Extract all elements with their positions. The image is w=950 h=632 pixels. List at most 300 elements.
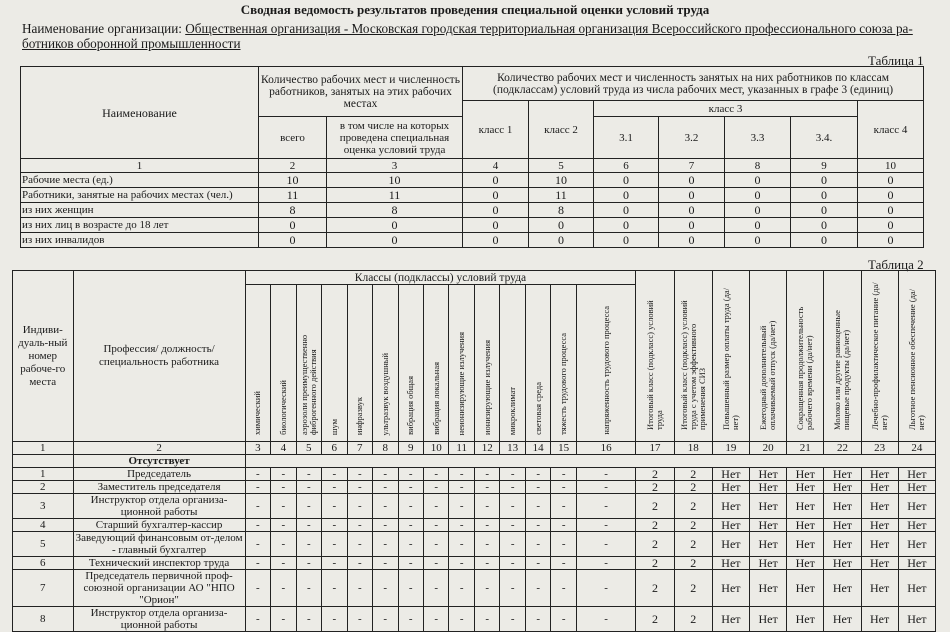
t2-factor-value: - [245,494,270,519]
t2-factor-header: световая среда [525,285,550,442]
t2-factor-value: - [474,607,499,632]
t2-factor-value: - [551,607,576,632]
t2-colnum: 12 [474,442,499,455]
t2-colnum: 14 [525,442,550,455]
t1-cell: 0 [725,218,791,233]
t2-colnum: 13 [500,442,525,455]
t2-header-extra-1: Ежегодный дополнительный оплачиваемый отпуск (да/нет) [750,271,787,442]
page-title: Сводная ведомость результатов проведения специальной оценки условий труда [240,2,710,17]
t1-column-numbers [21,159,924,173]
t2-factor-value: - [398,607,423,632]
t2-factor-value: - [296,532,321,557]
t2-factor-header: напряженность трудового процесса [576,285,635,442]
t2-extra-value: Нет [861,519,898,532]
t2-extra-value: Нет [824,494,861,519]
t1-header-3-3: 3.3 [725,117,791,159]
t2-row [13,494,936,519]
workplaces-table [12,270,936,632]
t2-factor-value: - [245,468,270,481]
t2-factor-value: - [551,532,576,557]
t1-row-label: Работники, занятые на рабочих местах (чел.) [21,188,259,203]
t2-header-extra-3: Молоко или другие равноценные пищевые продукты (да/нет) [824,271,861,442]
t2-extra-value: Нет [824,468,861,481]
t2-factor-value: - [373,468,398,481]
t2-factor-header: шум [322,285,347,442]
t2-factor-value: - [245,607,270,632]
t2-factor-value: - [296,468,321,481]
t1-cell: 0 [594,218,659,233]
t2-factor-value: - [525,481,550,494]
t2-extra-value: Нет [750,519,787,532]
t2-row-num: 5 [13,532,74,557]
t2-extra-value: Нет [898,607,935,632]
t1-cell: 10 [529,173,594,188]
t2-extra-value: Нет [824,519,861,532]
t2-extra-value: Нет [824,532,861,557]
t1-cell: 0 [259,233,327,248]
t2-row-num: 7 [13,570,74,607]
t2-colnum: 22 [824,442,861,455]
t2-row-num: 6 [13,557,74,570]
t2-factor-value: - [525,607,550,632]
t2-factor-value: - [347,607,372,632]
t1-header-3-1: 3.1 [594,117,659,159]
t1-cell: 0 [594,188,659,203]
t1-header-3-2: 3.2 [659,117,725,159]
t1-cell: 0 [791,203,858,218]
t2-colnum: 10 [423,442,448,455]
t2-extra-value: Нет [787,494,824,519]
t2-factor-value: - [322,557,347,570]
t2-factor-value: - [347,468,372,481]
t2-final-class: 2 [636,481,674,494]
t2-extra-value: Нет [898,557,935,570]
t2-factor-value: - [474,532,499,557]
t1-cell: 8 [259,203,327,218]
t1-cell: 8 [327,203,463,218]
t2-row-num: 2 [13,481,74,494]
t2-final-class: 2 [636,570,674,607]
t2-factor-value: - [576,494,635,519]
t2-colnum: 17 [636,442,674,455]
t2-extra-value: Нет [824,557,861,570]
t2-extra-value: Нет [861,468,898,481]
t2-colnum: 5 [296,442,321,455]
t1-row-label: из них лиц в возрасте до 18 лет [21,218,259,233]
t2-absent-fill [245,455,935,468]
t1-cell: 0 [858,173,924,188]
t1-row-label: из них женщин [21,203,259,218]
t2-factor-header: неионизирующие излучения [449,285,474,442]
t2-final-class: 2 [636,532,674,557]
t2-factor-value: - [373,494,398,519]
t2-row-profession: Заместитель председателя [73,481,245,494]
t2-extra-value: Нет [824,570,861,607]
t2-factor-value: - [347,494,372,519]
t2-factor-value: - [449,570,474,607]
t2-factor-value: - [322,519,347,532]
t2-extra-value: Нет [861,607,898,632]
t1-cell: 8 [529,203,594,218]
t2-factor-value: - [500,468,525,481]
t1-cell: 0 [858,188,924,203]
t1-header-count: Количество рабочих мест и численность работников, занятых на этих рабочих местах [259,67,463,117]
t1-cell: 0 [463,233,529,248]
t1-colnum: 7 [659,159,725,173]
t1-row [21,218,924,233]
t2-factor-header: микроклимат [500,285,525,442]
t2-colnum: 4 [271,442,296,455]
t2-factor-header: вибрация локальная [423,285,448,442]
t2-factor-value: - [373,607,398,632]
t2-colnum: 20 [750,442,787,455]
t2-factor-value: - [398,570,423,607]
t2-extra-value: Нет [787,519,824,532]
t1-header-name: Наименование [21,67,259,159]
t2-final-class: 2 [674,532,712,557]
t2-row-num: 3 [13,494,74,519]
t1-header-class4: класс 4 [858,101,924,159]
t2-factor-value: - [551,481,576,494]
t2-header-extra-0: Повышенный размер оплаты труда (да/нет) [712,271,749,442]
t1-cell: 0 [463,218,529,233]
t2-extra-value: Нет [712,532,749,557]
t2-factor-value: - [576,607,635,632]
t1-row-label: Рабочие места (ед.) [21,173,259,188]
t1-cell: 0 [594,233,659,248]
t1-colnum: 8 [725,159,791,173]
t1-header-class3: класс 3 [594,101,858,117]
t2-extra-value: Нет [898,481,935,494]
t1-colnum: 3 [327,159,463,173]
t2-factor-value: - [423,557,448,570]
t2-factor-value: - [296,519,321,532]
t2-extra-value: Нет [861,494,898,519]
t2-row-num: 1 [13,468,74,481]
t1-cell: 0 [529,218,594,233]
t2-row [13,532,936,557]
t2-factor-value: - [576,557,635,570]
t2-extra-value: Нет [787,570,824,607]
t1-header-3-4: 3.4. [791,117,858,159]
t2-absent-num [13,455,74,468]
t1-header-class1: класс 1 [463,101,529,159]
t2-factor-value: - [500,607,525,632]
t2-final-class: 2 [674,481,712,494]
t2-factor-value: - [551,519,576,532]
t2-colnum: 9 [398,442,423,455]
t2-extra-value: Нет [861,481,898,494]
t2-row-profession: Председатель первичной проф-союзной организации АО "НПО "Орион" [73,570,245,607]
t2-factor-value: - [576,532,635,557]
t1-cell: 0 [858,218,924,233]
t2-extra-value: Нет [787,481,824,494]
t2-factor-header: химический [245,285,270,442]
t2-factor-value: - [322,494,347,519]
t2-factor-value: - [322,570,347,607]
t1-colnum: 9 [791,159,858,173]
t2-factor-value: - [474,468,499,481]
t2-extra-value: Нет [861,557,898,570]
t2-extra-value: Нет [750,570,787,607]
t2-factor-value: - [423,607,448,632]
t2-final-class: 2 [674,519,712,532]
t2-factor-value: - [271,494,296,519]
t1-cell: 0 [725,173,791,188]
t1-cell: 0 [858,203,924,218]
t2-factor-value: - [398,519,423,532]
t2-colnum: 19 [712,442,749,455]
t2-header-classes: Классы (подклассы) условий труда [245,271,636,285]
t1-row [21,233,924,248]
t2-row [13,557,936,570]
t2-factor-value: - [245,519,270,532]
t2-row-profession: Инструктор отдела организа-ционной работы [73,607,245,632]
t2-factor-value: - [347,557,372,570]
t2-row [13,519,936,532]
t2-factor-value: - [322,481,347,494]
t2-row-profession: Технический инспектор труда [73,557,245,570]
t2-extra-value: Нет [824,607,861,632]
t2-factor-value: - [500,532,525,557]
t2-row-profession: Председатель [73,468,245,481]
t1-cell: 0 [659,218,725,233]
t2-factor-value: - [245,557,270,570]
t2-factor-value: - [296,557,321,570]
t1-cell: 0 [725,188,791,203]
t1-cell: 0 [659,233,725,248]
t1-cell: 0 [725,233,791,248]
t2-final-class: 2 [674,607,712,632]
t2-factor-value: - [551,557,576,570]
t2-factor-value: - [449,494,474,519]
t2-factor-value: - [271,607,296,632]
t2-colnum: 11 [449,442,474,455]
t2-final-class: 2 [674,570,712,607]
t2-factor-header: тяжесть трудового процесса [551,285,576,442]
t2-factor-value: - [296,494,321,519]
t2-extra-value: Нет [750,607,787,632]
t1-cell: 0 [463,173,529,188]
t2-factor-value: - [500,494,525,519]
t2-colnum: 15 [551,442,576,455]
t2-factor-value: - [271,519,296,532]
t2-factor-value: - [551,494,576,519]
t2-final-class: 2 [636,607,674,632]
t1-colnum: 4 [463,159,529,173]
t2-factor-value: - [245,532,270,557]
t2-factor-value: - [449,557,474,570]
t2-factor-value: - [525,570,550,607]
t1-cell: 0 [858,233,924,248]
t2-extra-value: Нет [712,519,749,532]
t2-factor-value: - [423,570,448,607]
org-label: Наименование организации: [22,21,182,36]
t2-factor-value: - [474,557,499,570]
t2-factor-value: - [500,557,525,570]
t2-factor-value: - [398,494,423,519]
t2-row-num: 8 [13,607,74,632]
t2-extra-value: Нет [712,607,749,632]
t1-row [21,188,924,203]
t2-extra-value: Нет [898,468,935,481]
t2-colnum: 23 [861,442,898,455]
t1-cell: 0 [529,233,594,248]
t2-factor-value: - [322,607,347,632]
t2-factor-value: - [423,468,448,481]
t2-column-numbers [13,442,936,455]
t2-colnum: 8 [373,442,398,455]
t1-cell: 0 [725,203,791,218]
t2-factor-value: - [347,532,372,557]
t2-factor-value: - [373,557,398,570]
t2-extra-value: Нет [750,532,787,557]
t2-final-class: 2 [636,557,674,570]
t2-final-class: 2 [636,468,674,481]
t2-header-final-siz: Итоговый класс (подкласс) условий труда с учетом эффективного применения СИЗ [674,271,712,442]
t2-extra-value: Нет [898,494,935,519]
t2-factor-value: - [398,468,423,481]
t2-factor-value: - [245,481,270,494]
t1-cell: 0 [791,233,858,248]
t2-extra-value: Нет [787,468,824,481]
t2-factor-value: - [474,494,499,519]
t2-factor-value: - [296,481,321,494]
t1-cell: 0 [463,203,529,218]
t2-extra-value: Нет [898,570,935,607]
t2-row [13,468,936,481]
t2-factor-value: - [551,570,576,607]
t2-factor-header: аэрозоли преимущественно фиброгенного действия [296,285,321,442]
t2-factor-value: - [296,607,321,632]
t2-factor-value: - [398,532,423,557]
t1-cell: 0 [791,188,858,203]
t2-extra-value: Нет [712,481,749,494]
t2-row-profession: Инструктор отдела организа-ционной работы [73,494,245,519]
t2-absent-label: Отсутствует [73,455,245,468]
t1-cell: 0 [659,173,725,188]
t2-factor-header: инфразвук [347,285,372,442]
t2-header-num: Индиви-дуаль-ный номер рабоче-го места [13,271,74,442]
t1-colnum: 2 [259,159,327,173]
t2-extra-value: Нет [712,557,749,570]
t2-extra-value: Нет [750,494,787,519]
t2-factor-value: - [525,557,550,570]
t1-header-assessed: в том числе на которых проведена специальная оценка условий труда [327,117,463,159]
t2-factor-value: - [423,494,448,519]
t2-factor-value: - [474,570,499,607]
t2-factor-value: - [347,570,372,607]
t2-factor-value: - [449,607,474,632]
t2-factor-value: - [398,557,423,570]
t1-cell: 0 [327,233,463,248]
t2-factor-value: - [449,532,474,557]
t2-extra-value: Нет [750,481,787,494]
t2-factor-value: - [271,468,296,481]
t2-extra-value: Нет [750,468,787,481]
t1-colnum: 6 [594,159,659,173]
t2-factor-value: - [576,468,635,481]
t2-factor-value: - [398,481,423,494]
t2-extra-value: Нет [712,468,749,481]
t2-colnum: 2 [73,442,245,455]
t2-factor-value: - [576,570,635,607]
t2-factor-value: - [576,481,635,494]
t2-extra-value: Нет [861,570,898,607]
t2-colnum: 7 [347,442,372,455]
t2-extra-value: Нет [787,532,824,557]
t1-cell: 0 [463,188,529,203]
t2-colnum: 18 [674,442,712,455]
t2-factor-value: - [373,570,398,607]
t2-factor-value: - [449,481,474,494]
t2-factor-value: - [525,532,550,557]
t2-final-class: 2 [674,557,712,570]
t2-factor-value: - [500,570,525,607]
t2-factor-value: - [423,519,448,532]
t1-colnum: 10 [858,159,924,173]
t2-colnum: 24 [898,442,935,455]
t2-factor-value: - [449,519,474,532]
t1-header-class2: класс 2 [529,101,594,159]
t1-cell: 0 [659,188,725,203]
t2-factor-value: - [373,481,398,494]
t2-colnum: 3 [245,442,270,455]
t1-colnum: 5 [529,159,594,173]
t2-extra-value: Нет [861,532,898,557]
t2-colnum: 1 [13,442,74,455]
t2-factor-value: - [271,481,296,494]
t2-extra-value: Нет [898,532,935,557]
t2-factor-value: - [474,519,499,532]
t2-factor-value: - [576,519,635,532]
organization-line [22,21,927,51]
table1-caption: Таблица 1 [868,53,924,68]
t2-header-extra-4: Лечебно-профилактическое питание (да/нет) [861,271,898,442]
t1-colnum: 1 [21,159,259,173]
summary-table [20,66,924,248]
t2-final-class: 2 [674,494,712,519]
t2-colnum: 6 [322,442,347,455]
t2-factor-value: - [423,532,448,557]
t2-factor-value: - [551,468,576,481]
t2-factor-value: - [271,557,296,570]
t1-cell: 11 [327,188,463,203]
t2-extra-value: Нет [712,570,749,607]
t1-cell: 0 [594,173,659,188]
t1-cell: 0 [259,218,327,233]
t2-factor-value: - [322,532,347,557]
t2-factor-value: - [449,468,474,481]
t1-row-label: из них инвалидов [21,233,259,248]
t2-factor-value: - [474,481,499,494]
t1-header-total: всего [259,117,327,159]
t2-row-profession: Заведующий финансовым от-делом - главный бухгалтер [73,532,245,557]
t2-final-class: 2 [674,468,712,481]
t1-header-classes: Количество рабочих мест и численность занятых на них работников по классам (подклассам) условий труда из числа рабочих мест, указанных в графе 3 (единиц) [463,67,924,101]
t2-colnum: 16 [576,442,635,455]
t1-cell: 0 [594,203,659,218]
t1-cell: 10 [259,173,327,188]
t2-factor-value: - [296,570,321,607]
table2-caption: Таблица 2 [868,257,924,272]
org-name: Общественная организация - Московская городская территориальная организация Всероссийского профессионального союза ра- ботников оборонной промышленности [22,21,913,51]
t2-factor-value: - [347,481,372,494]
t2-header-extra-2: Сокращенная продолжительность рабочего времени (да/нет) [787,271,824,442]
t1-cell: 0 [791,173,858,188]
t2-factor-value: - [322,468,347,481]
t1-cell: 11 [529,188,594,203]
